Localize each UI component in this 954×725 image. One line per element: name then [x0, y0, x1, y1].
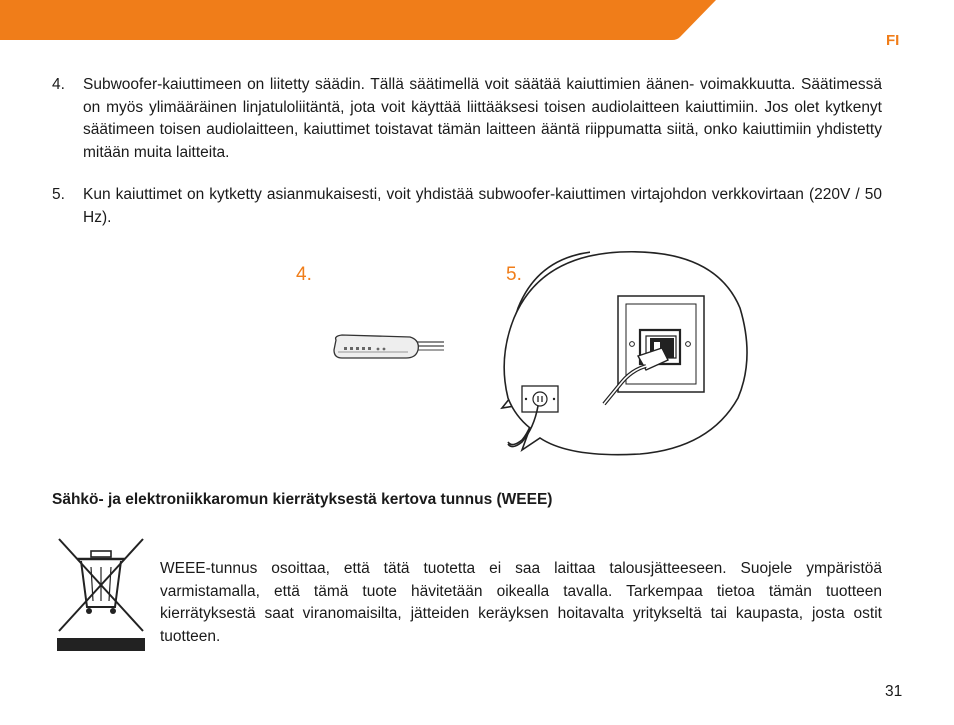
step-number: 5. — [52, 186, 65, 203]
figure-label-4: 4. — [296, 264, 312, 285]
language-code: FI — [886, 32, 900, 49]
header-bar — [0, 0, 954, 40]
weee-description: WEEE-tunnus osoittaa, että tätä tuotetta ei saa laittaa talousjätteeseen. Suojele ympäristöä varmistamalla, että tämä tuote hävitetään oikealla tavalla. Tarkempaa tietoa tämän tuotteen kierrätyksestä saat viranomaisilta, jätteiden keräyksen hoitavalta yritykseltä tai kaupasta, josta ostit tuotteen. — [160, 560, 882, 645]
section-title: Sähkö- ja elektroniikkaromun kierrätyksestä kertova tunnus (WEEE) — [52, 491, 553, 508]
step-text: Kun kaiuttimet on kytketty asianmukaisesti, voit yhdistää subwoofer-kaiuttimen virtajohdon verkkovirtaan (220V / 50 Hz). — [83, 186, 882, 226]
step-number: 4. — [52, 76, 65, 93]
page-number: 31 — [885, 683, 903, 700]
volume-controller-illustration — [330, 328, 445, 368]
step-text: Subwoofer-kaiuttimeen on liitetty säädin. Tällä säätimellä voit säätää kaiuttimien äänen- voimakkuutta. Säätimessä on myös ylimääräinen linjatuloliitäntä, jota voit käyttää liittääksesi toisen audiolaitteen kaiuttimiin. Jos olet kytkenyt säätimeen toisen audiolaitteen, kaiuttimet toistavat tämän laitteen ääntä riippumatta siitä, onko kaiuttimiin yhdistetty mitään muita laitteita. — [83, 76, 882, 161]
figure-label-5: 5. — [506, 264, 522, 285]
socket-zoom-bubble — [500, 248, 750, 463]
weee-crossed-bin-icon — [55, 535, 147, 653]
step-5 — [52, 184, 882, 229]
step-4 — [52, 74, 882, 164]
